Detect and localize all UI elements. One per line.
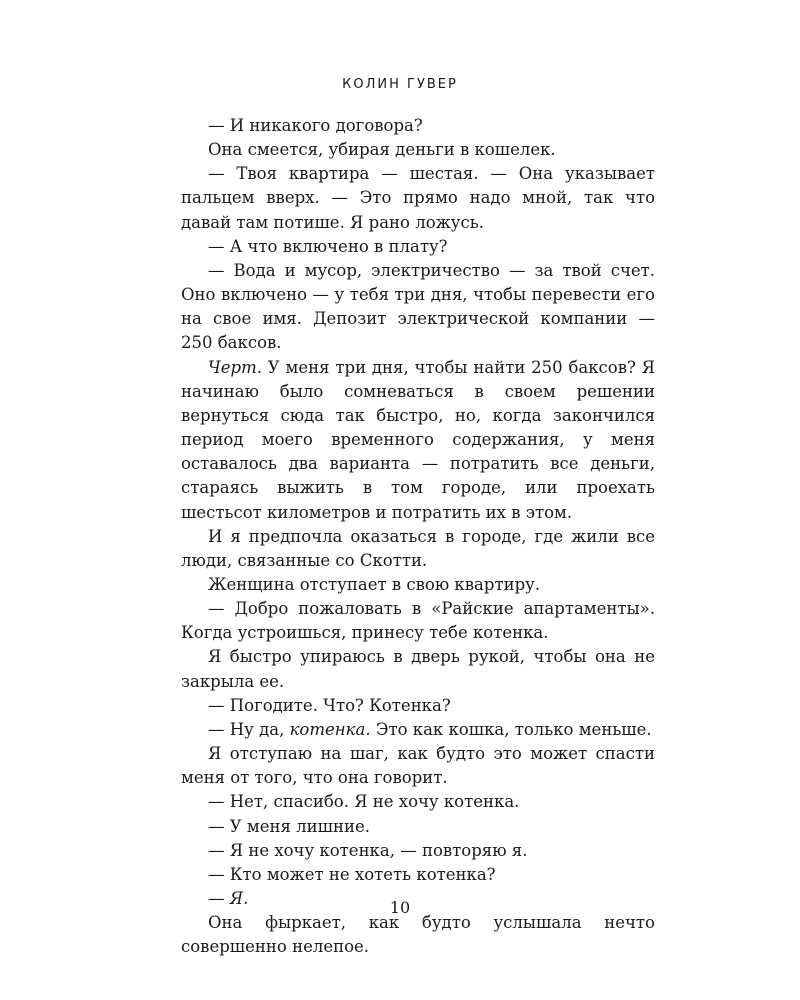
paragraph — [181, 839, 655, 863]
paragraph — [181, 597, 655, 645]
paragraph-text: Я быстро упираюсь в дверь рукой, чтобы она не закрыла ее. — [181, 647, 655, 691]
paragraph-text: — Добро пожаловать в «Райские апартаменты». Когда устроишься, принесу тебе котенка. — [181, 599, 655, 643]
paragraph-text: Она смеется, убирая деньги в кошелек. — [208, 140, 556, 160]
paragraph — [181, 138, 655, 162]
paragraph-text: — — [208, 889, 230, 908]
paragraph-text: И я предпочла оказаться в городе, где жили все люди, связанные со Скотти. — [181, 526, 655, 570]
page-number: 10 — [389, 898, 411, 917]
paragraph-text: — Я не хочу котенка, — повторяю я. — [208, 840, 528, 860]
running-head-author: КОЛИН ГУВЕР — [342, 77, 458, 92]
paragraph — [181, 718, 655, 742]
paragraph — [181, 235, 655, 259]
paragraph — [181, 911, 655, 959]
paragraph — [181, 815, 655, 839]
paragraph — [181, 525, 655, 573]
paragraph-text: — Погодите. Что? Котенка? — [208, 695, 451, 715]
paragraph — [181, 573, 655, 597]
paragraph-text: — Кто может не хотеть котенка? — [208, 864, 496, 884]
paragraph — [181, 742, 655, 790]
paragraph-text: — И никакого договора? — [208, 116, 423, 135]
paragraph — [181, 790, 655, 814]
paragraph-text: Она фыркает, как будто услышала нечто совершенно нелепое. — [181, 913, 655, 957]
paragraph-italic-text: котенка. — [289, 719, 371, 739]
paragraph-text: — Ну да, — [208, 719, 290, 739]
paragraph — [181, 645, 655, 693]
paragraph — [181, 356, 655, 525]
paragraph-text: — Нет, спасибо. Я не хочу котенка. — [208, 792, 520, 812]
paragraph-text: Я отступаю на шаг, как будто это может спасти меня от того, что она говорит. — [181, 744, 655, 788]
paragraph-italic-text: Черт. — [208, 357, 262, 377]
paragraph-text: — У меня лишние. — [208, 816, 370, 836]
paragraph-text-after: Это как кошка, только меньше. — [370, 719, 652, 739]
paragraph — [181, 259, 655, 356]
paragraph-text: Женщина отступает в свою квартиру. — [208, 574, 541, 594]
paragraph-text: — А что включено в плату? — [208, 236, 448, 256]
paragraph-text: — Вода и мусор, электричество — за твой счет. Оно включено — у тебя три дня, чтобы перевести его на свое имя. Депозит электрической компании — 250 баксов. — [181, 260, 655, 353]
paragraph — [181, 694, 655, 718]
paragraph-text: — Твоя квартира — шестая. — Она указывает пальцем вверх. — Это прямо надо мной, так что давай там потише. Я рано ложусь. — [181, 164, 655, 232]
paragraph — [181, 162, 655, 234]
paragraph-italic-text: Я. — [229, 889, 249, 908]
paragraph — [181, 114, 655, 138]
body-text — [181, 114, 655, 959]
paragraph — [181, 863, 655, 887]
paragraph-text: У меня три дня, чтобы найти 250 баксов? Я начинаю было сомневаться в своем решении вернуться сюда так быстро, но, когда закончился период моего временного содержания, у меня оставалось два варианта — потратить все деньги, стараясь выжить в том городе, или проехать шестьсот километров и потратить их в этом. — [181, 357, 655, 522]
